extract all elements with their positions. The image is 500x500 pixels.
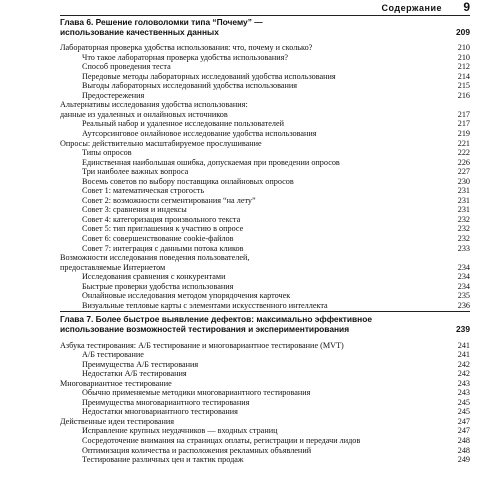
toc-subsection-entry[interactable] [60,455,470,465]
toc-subsection-entry[interactable] [60,81,470,91]
toc-subsection-entry[interactable] [60,91,470,101]
toc-entry-page: 245 [457,407,470,417]
toc-entry-title: предоставляемые Интернетом [60,262,166,272]
toc-subsection-entry[interactable] [60,291,470,301]
toc-entry-page: 212 [457,62,470,72]
toc-entry-title: Многовариантное тестирование [60,378,172,388]
toc-subsection-entry[interactable] [60,436,470,446]
toc-entry-title: Исследования сравнения с конкурентами [82,272,226,282]
toc-entry-title: Совет 1: математическая строгость [82,186,205,196]
toc-entry-page: 239 [456,323,470,334]
toc-subsection-entry[interactable] [60,62,470,72]
toc-chapter-entry[interactable] [60,28,470,38]
toc-entry-page: 217 [457,109,470,119]
toc-entry-title: Глава 7. Более быстрое выявление дефектов: максимально эффективное [60,314,373,325]
toc-entry-title: использование качественных данных [60,26,219,37]
toc-entry-title: Выгоды лабораторных исследований удобства использования [82,81,298,91]
toc-subsection-entry[interactable] [60,350,470,360]
toc-entry-page: 248 [457,445,470,455]
toc-subsection-entry[interactable] [60,215,470,225]
toc-entry-page: 236 [457,300,470,310]
toc-subsection-entry[interactable] [60,244,470,254]
toc-entry-page: 242 [457,369,470,379]
toc-entry-title: Аутсорсинговое онлайновое исследование удобства использования [82,129,317,139]
toc-subsection-entry[interactable] [60,119,470,129]
toc-entry-page: 221 [457,138,470,148]
toc-entry-page: 231 [457,205,470,215]
running-header-title: Содержание [381,3,442,13]
toc-entry-title: Оптимизация количества и расположения рекламных объявлений [82,445,312,455]
toc-entry-page: 227 [457,167,470,177]
toc-entry-page: 234 [457,272,470,282]
toc-section-entry[interactable] [60,43,470,53]
toc-section-entry[interactable] [60,100,470,110]
page-number: 9 [463,0,470,14]
toc-entry-page: 210 [457,43,470,53]
toc-entry-title: Тестирование различных цен и тактик продаж [82,455,244,465]
toc-entry-page: 232 [457,224,470,234]
toc-subsection-entry[interactable] [60,301,470,311]
toc-entry-title: Лабораторная проверка удобства использования: что, почему и сколько? [60,43,313,53]
toc-subsection-entry[interactable] [60,129,470,139]
table-of-contents [60,18,470,465]
toc-subsection-entry[interactable] [60,148,470,158]
toc-entry-page: 235 [457,291,470,301]
toc-subsection-entry[interactable] [60,407,470,417]
toc-entry-page: 209 [456,26,470,37]
toc-entry-title: Способ проведения теста [82,62,171,72]
toc-section-entry[interactable] [60,110,470,120]
toc-entry-page: 216 [457,90,470,100]
toc-subsection-entry[interactable] [60,234,470,244]
toc-entry-page: 248 [457,435,470,445]
toc-entry-title: Передовые методы лабораторных исследований удобства использования [82,71,336,81]
toc-subsection-entry[interactable] [60,205,470,215]
toc-entry-page: 226 [457,157,470,167]
toc-entry-title: Исправление крупных неудачников — входных страниц [82,426,278,436]
toc-entry-page: 217 [457,119,470,129]
toc-entry-page: 210 [457,52,470,62]
toc-entry-title: Сосредоточение внимания на страницах оплаты, регистрации и передачи лидов [82,435,361,445]
toc-entry-title: Совет 7: интеграция с данными потока кликов [82,243,244,253]
toc-subsection-entry[interactable] [60,272,470,282]
toc-section-entry[interactable] [60,341,470,351]
toc-entry-page: 243 [457,378,470,388]
toc-entry-page: 233 [457,243,470,253]
toc-entry-title: данные из удаленных и онлайновых источников [60,109,228,119]
toc-subsection-entry[interactable] [60,177,470,187]
toc-entry-title: Действенные идеи тестирования [60,416,175,426]
toc-entry-page: 243 [457,388,470,398]
toc-entry-title: Что такое лабораторная проверка удобства использования? [82,52,289,62]
toc-subsection-entry[interactable] [60,158,470,168]
toc-entry-title: Недостатки многовариантного тестирования [82,407,238,417]
toc-entry-title: Визуальные тепловые карты с элементами искусственного интеллекта [82,300,328,310]
toc-subsection-entry[interactable] [60,426,470,436]
toc-entry-title: Совет 5: тип приглашения к участию в опросе [82,224,244,234]
toc-entry-page: 234 [457,281,470,291]
toc-entry-page: 234 [457,262,470,272]
toc-entry-title: Единственная наибольшая ошибка, допускаемая при проведении опросов [82,157,340,167]
toc-entry-title: использование возможностей тестирования и экспериментирования [60,323,350,334]
toc-entry-title: Реальный набор и удаленное исследование пользователей [82,119,284,129]
toc-entry-title: Преимущества А/Б тестирования [82,359,199,369]
chapter-divider [60,311,470,312]
toc-section-entry[interactable] [60,379,470,389]
toc-entry-page: 219 [457,129,470,139]
toc-entry-page: 232 [457,234,470,244]
toc-subsection-entry[interactable] [60,369,470,379]
toc-subsection-entry[interactable] [60,282,470,292]
toc-entry-page: 222 [457,148,470,158]
toc-entry-title: Обычно применяемые методики многовариантного тестирования [82,388,311,398]
toc-entry-page: 214 [457,71,470,81]
toc-entry-title: Совет 6: совершенствование cookie-файлов [82,234,234,244]
toc-section-entry[interactable] [60,139,470,149]
toc-subsection-entry[interactable] [60,186,470,196]
toc-entry-title: Совет 4: категоризация произвольного текста [82,214,241,224]
toc-entry-title: Опросы: действительно масштабируемое прослушивание [60,138,262,148]
toc-entry-title: Совет 2: возможности сегментирования “на лету” [82,195,256,205]
toc-entry-page: 245 [457,397,470,407]
toc-entry-page: 241 [457,350,470,360]
toc-entry-title: Совет 3: сравнения и индексы [82,205,187,215]
toc-entry-title: А/Б тестирование [82,350,144,360]
toc-entry-page: 231 [457,186,470,196]
toc-section-entry[interactable] [60,263,470,273]
toc-entry-page: 247 [457,416,470,426]
toc-entry-page: 241 [457,340,470,350]
toc-entry-title: Быстрые проверки удобства использования [82,281,234,291]
toc-subsection-entry[interactable] [60,446,470,456]
toc-subsection-entry[interactable] [60,72,470,82]
toc-entry-title: Преимущества многовариантного тестирования [82,397,250,407]
toc-entry-page: 230 [457,176,470,186]
toc-chapter-entry[interactable] [60,325,470,335]
toc-subsection-entry[interactable] [60,360,470,370]
toc-entry-title: Возможности исследования поведения пользователей, [60,253,250,263]
toc-entry-page: 242 [457,359,470,369]
toc-entry-title: Типы опросов [82,148,132,158]
toc-entry-title: Недостатки А/Б тестирования [82,369,187,379]
toc-subsection-entry[interactable] [60,53,470,63]
toc-entry-page: 215 [457,81,470,91]
toc-entry-page: 249 [457,455,470,465]
toc-subsection-entry[interactable] [60,388,470,398]
toc-entry-title: Три наиболее важных вопроса [82,167,189,177]
toc-subsection-entry[interactable] [60,167,470,177]
toc-section-entry[interactable] [60,253,470,263]
toc-subsection-entry[interactable] [60,196,470,206]
toc-entry-title: Онлайновые исследования методом упорядочения карточек [82,291,291,301]
toc-entry-title: Альтернативы исследования удобства использования: [60,100,248,110]
toc-subsection-entry[interactable] [60,398,470,408]
toc-section-entry[interactable] [60,417,470,427]
toc-entry-title: Азбука тестирования: А/Б тестирование и многовариантное тестирование (MVT) [60,340,344,350]
toc-entry-page: 247 [457,426,470,436]
toc-entry-title: Восемь советов по выбору поставщика онлайновых опросов [82,176,294,186]
toc-subsection-entry[interactable] [60,224,470,234]
toc-entry-title: Предостережения [82,90,145,100]
toc-entry-page: 231 [457,195,470,205]
toc-entry-page: 232 [457,214,470,224]
toc-entry-title: Глава 6. Решение головоломки типа “Почему” — [60,17,263,27]
running-header [60,0,470,16]
